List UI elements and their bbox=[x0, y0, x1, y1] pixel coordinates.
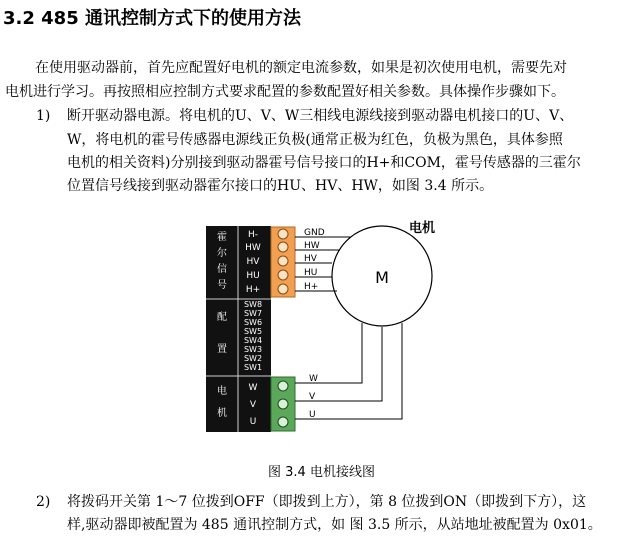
wire-label-hall: GND bbox=[304, 228, 325, 238]
pin-label-sw: SW8 bbox=[243, 300, 263, 309]
wire-label-motor: U bbox=[309, 410, 316, 420]
terminal-screw-icon bbox=[278, 417, 288, 427]
pin-label-sw: SW1 bbox=[243, 363, 263, 372]
step-1-line-3: 电机的相关资料)分别接到驱动器霍号信号接口的H+和COM，霍号传感器的三霍尔 bbox=[67, 155, 581, 171]
pin-label-sw: SW7 bbox=[243, 309, 263, 318]
figure-caption: 图 3.4 电机接线图 bbox=[268, 465, 375, 480]
step-2-line-1: 将拨码开关第 1～7 位拨到OFF（即拨到上方），第 8 位拨到ON（即拨到下方），这 bbox=[67, 494, 587, 510]
step-2-line-2: 样,驱动器即被配置为 485 通讯控制方式，如 图 3.5 所示，从站地址被配置为 0x01。 bbox=[67, 517, 602, 533]
pin-label-hall: HV bbox=[246, 257, 260, 267]
pin-label-hall: H- bbox=[247, 230, 259, 240]
section-heading: 3.2 485 通讯控制方式下的使用方法 bbox=[3, 8, 301, 29]
step-1-line-2: W，将电机的霍号传感器电源线正负极(通常正极为红色，负极为黑色，具体参照 bbox=[67, 132, 563, 148]
pin-label-sw: SW6 bbox=[243, 318, 263, 327]
wire-label-motor: V bbox=[309, 392, 316, 402]
intro-line-2: 电机进行学习。再按照相应控制方式要求配置的参数配置好相关参数。具体操作步骤如下。 bbox=[5, 84, 565, 100]
wire-label-hall: HU bbox=[304, 268, 318, 278]
pin-label-hall: HW bbox=[245, 243, 261, 253]
terminal-screw-icon bbox=[278, 229, 288, 239]
step-1-line-4: 位置信号线接到驱动器霍尔接口的HU、HV、HW，如图 3.4 所示。 bbox=[67, 178, 494, 194]
pin-label-sw: SW5 bbox=[243, 327, 263, 336]
group-label-config-char: 配 bbox=[217, 312, 227, 323]
group-label-hall-char: 尔 bbox=[217, 248, 227, 259]
group-label-config-char: 置 bbox=[217, 344, 227, 355]
intro-line-1: 在使用驱动器前，首先应配置好电机的额定电流参数，如果是初次使用电机，需要先对 bbox=[35, 60, 567, 76]
pin-label-motor: U bbox=[249, 417, 257, 427]
pin-label-motor: V bbox=[249, 400, 257, 410]
wire-label-hall: HV bbox=[304, 254, 317, 264]
group-label-hall-char: 号 bbox=[217, 280, 227, 291]
pin-label-sw: SW2 bbox=[243, 354, 263, 363]
step-1-line-1: 断开驱动器电源。将电机的U、V、W三相线电源线接到驱动器电机接口的U、V、 bbox=[67, 108, 574, 124]
pin-label-motor: W bbox=[248, 383, 258, 393]
terminal-screw-icon bbox=[278, 284, 288, 294]
pin-label-hall: H+ bbox=[245, 285, 261, 295]
terminal-screw-icon bbox=[278, 381, 288, 391]
pin-label-hall: HU bbox=[246, 271, 260, 281]
step-2-number: 2) bbox=[36, 494, 51, 510]
wire-label-motor: W bbox=[309, 374, 318, 384]
group-label-hall-char: 信 bbox=[217, 264, 227, 275]
terminal-screw-icon bbox=[278, 399, 288, 409]
motor-title: 电机 bbox=[408, 221, 436, 236]
terminal-screw-icon bbox=[278, 256, 288, 266]
wire-label-hall: HW bbox=[304, 241, 320, 251]
pin-label-sw: SW3 bbox=[243, 345, 263, 354]
group-label-hall-char: 霍 bbox=[217, 232, 227, 243]
group-label-motor-char: 电 bbox=[217, 386, 227, 397]
terminal-screw-icon bbox=[278, 270, 288, 280]
wire-label-hall: H+ bbox=[304, 282, 319, 292]
motor-letter: M bbox=[375, 268, 389, 287]
step-1-number: 1) bbox=[36, 108, 51, 124]
group-label-motor-char: 机 bbox=[217, 408, 227, 419]
terminal-screw-icon bbox=[278, 242, 288, 252]
pin-label-sw: SW4 bbox=[243, 336, 263, 345]
